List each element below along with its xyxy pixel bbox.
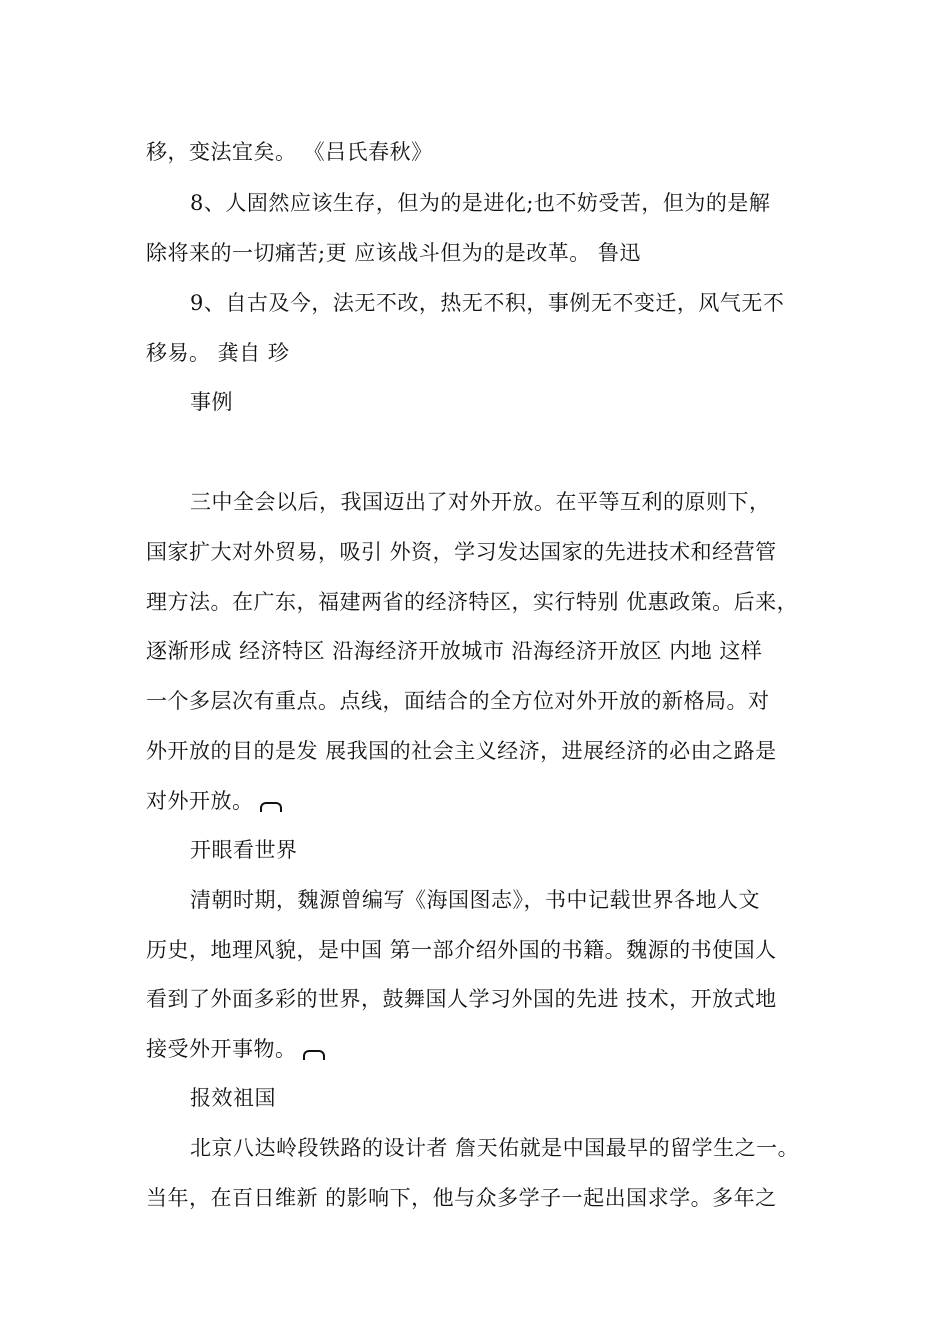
quote-9-line-1: 9、自古及今，法无不改，热无不积，事例无不变迁，风气无不 <box>190 291 785 315</box>
paragraph-line: 一个多层次有重点。点线，面结合的全方位对外开放的新格局。对 <box>146 689 770 713</box>
paragraph-line-end <box>146 788 282 814</box>
paragraph-end-mark-icon <box>303 1050 325 1060</box>
paragraph-end-mark-icon <box>260 802 282 812</box>
paragraph-line: 北京八达岭段铁路的设计者 詹天佑就是中国最早的留学生之一。 <box>190 1136 800 1160</box>
quote-9-line-2: 移易。 龚自 珍 <box>146 341 290 365</box>
text-line: 移，变法宜矣。 《吕氏春秋》 <box>146 140 433 164</box>
paragraph-line: 当年，在百日维新 的影响下，他与众多学子一起出国求学。多年之 <box>146 1186 777 1210</box>
paragraph-line: 外开放的目的是发 展我国的社会主义经济，进展经济的必由之路是 <box>146 739 777 763</box>
paragraph-line: 清朝时期，魏源曾编写《海国图志》，书中记载世界各地人文 <box>190 888 760 912</box>
paragraph-line: 三中全会以后，我国迈出了对外开放。在平等互利的原则下， <box>190 490 771 514</box>
paragraph-line: 国家扩大对外贸易，吸引 外资，学习发达国家的先进技术和经营管 <box>146 540 777 564</box>
paragraph-line-text: 接受外开事物。 <box>146 1037 297 1061</box>
paragraph-line: 看到了外面多彩的世界，鼓舞国人学习外国的先进 技术，开放式地 <box>146 987 777 1011</box>
section-heading-open-eyes: 开眼看世界 <box>190 838 298 862</box>
paragraph-line: 逐渐形成 经济特区 沿海经济开放城市 沿海经济开放区 内地 这样 <box>146 639 763 663</box>
paragraph-line: 理方法。在广东，福建两省的经济特区，实行特别 优惠政策。后来， <box>146 590 799 614</box>
quote-8-line-1: 8、人固然应该生存，但为的是进化;也不妨受苦，但为的是解 <box>190 191 771 215</box>
section-heading-examples: 事例 <box>190 390 233 414</box>
section-heading-serve-country: 报效祖国 <box>190 1086 276 1110</box>
paragraph-line-text: 对外开放。 <box>146 789 254 813</box>
paragraph-line: 历史，地理风貌，是中国 第一部介绍外国的书籍。魏源的书使国人 <box>146 938 777 962</box>
quote-8-line-2: 除将来的一切痛苦;更 应该战斗但为的是改革。 鲁迅 <box>146 241 641 265</box>
paragraph-line-end <box>146 1036 325 1062</box>
